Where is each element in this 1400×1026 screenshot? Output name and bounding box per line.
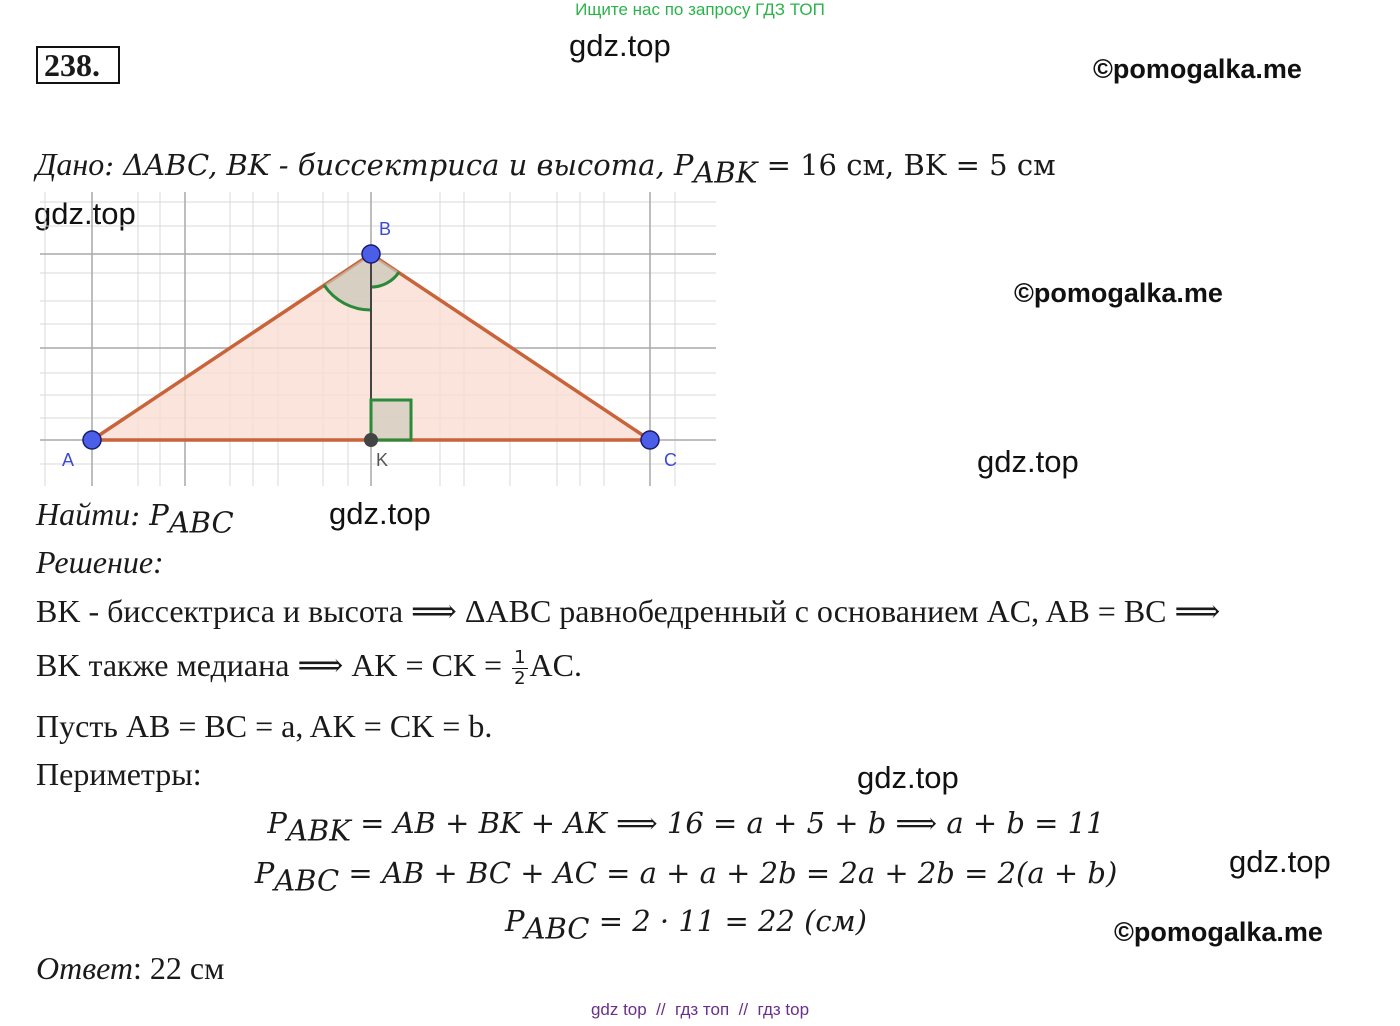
- watermark-gdz: gdz.top: [977, 444, 1079, 479]
- perimeters-label: Периметры:: [36, 756, 202, 792]
- watermark-pomogalka: ©pomogalka.me: [1014, 278, 1223, 308]
- solution-line-2a: BK также медиана ⟹ AK = CK =: [36, 647, 511, 683]
- point-a: [83, 431, 101, 449]
- answer-line: [36, 950, 224, 987]
- equation-p-abk: $P_{ABK}$ = AB + BK + AK ⟹ 16 = a + 5 + b ⟹ a + b = 11: [267, 806, 1105, 848]
- given-label: Дано: [36, 146, 105, 182]
- solution-label: Решение:: [36, 544, 164, 580]
- equation-p-abc-result: $P_{ABC} = 2 \cdot 11 = 22$ (см): [504, 904, 867, 946]
- top-banner: Ищите нас по запросу ГДЗ ТОП: [575, 0, 825, 19]
- triangle-figure: [40, 192, 716, 486]
- find-label: Найти: [36, 496, 131, 532]
- label-a: A: [62, 450, 75, 470]
- footer-links[interactable]: gdz top // гдз топ // гдз top: [590, 1000, 810, 1019]
- point-c: [641, 431, 659, 449]
- label-k: K: [376, 450, 389, 470]
- given-sub: ABK: [693, 155, 758, 190]
- solution-line-1: BK - биссектриса и высота ⟹ ΔABC равнобедренный с основанием AC, AB = BC ⟹: [36, 593, 1221, 629]
- given-text: : ΔABC, BK - биссектриса и высота, P: [104, 148, 694, 182]
- find-line: [36, 496, 234, 539]
- label-b: B: [379, 219, 392, 239]
- solution-line-3: Пусть AB = BC = a, AK = CK = b.: [36, 708, 493, 744]
- watermark-gdz: gdz.top: [34, 196, 136, 231]
- find-sub: ABC: [168, 505, 234, 540]
- watermark-gdz: gdz.top: [857, 760, 959, 795]
- point-b: [362, 245, 380, 263]
- watermark-gdz: gdz.top: [569, 28, 671, 63]
- fraction-one-half: $\frac{1}{2}$: [514, 647, 526, 690]
- equation-p-abc-expanded: $P_{ABC}$ = AB + BC + AC = a + a + 2b = 2a + 2b = 2(a + b): [254, 856, 1118, 898]
- watermark-pomogalka: ©pomogalka.me: [1114, 917, 1323, 947]
- task-number: 238.: [36, 46, 120, 84]
- watermark-pomogalka: ©pomogalka.me: [1093, 54, 1302, 84]
- watermark-gdz: gdz.top: [1229, 844, 1331, 879]
- solution-line-2: [36, 646, 582, 689]
- answer-text: : 22 см: [133, 950, 225, 986]
- find-text: : P: [130, 498, 169, 532]
- label-c: C: [664, 450, 677, 470]
- right-angle-mark: [371, 400, 411, 440]
- given-rest: = 16 см, BK = 5 см: [757, 148, 1056, 182]
- watermark-gdz: gdz.top: [329, 496, 431, 531]
- point-k: [364, 433, 378, 447]
- answer-label: Ответ: [36, 950, 133, 986]
- given-line: [36, 146, 1056, 189]
- solution-line-2b: AC.: [529, 647, 582, 683]
